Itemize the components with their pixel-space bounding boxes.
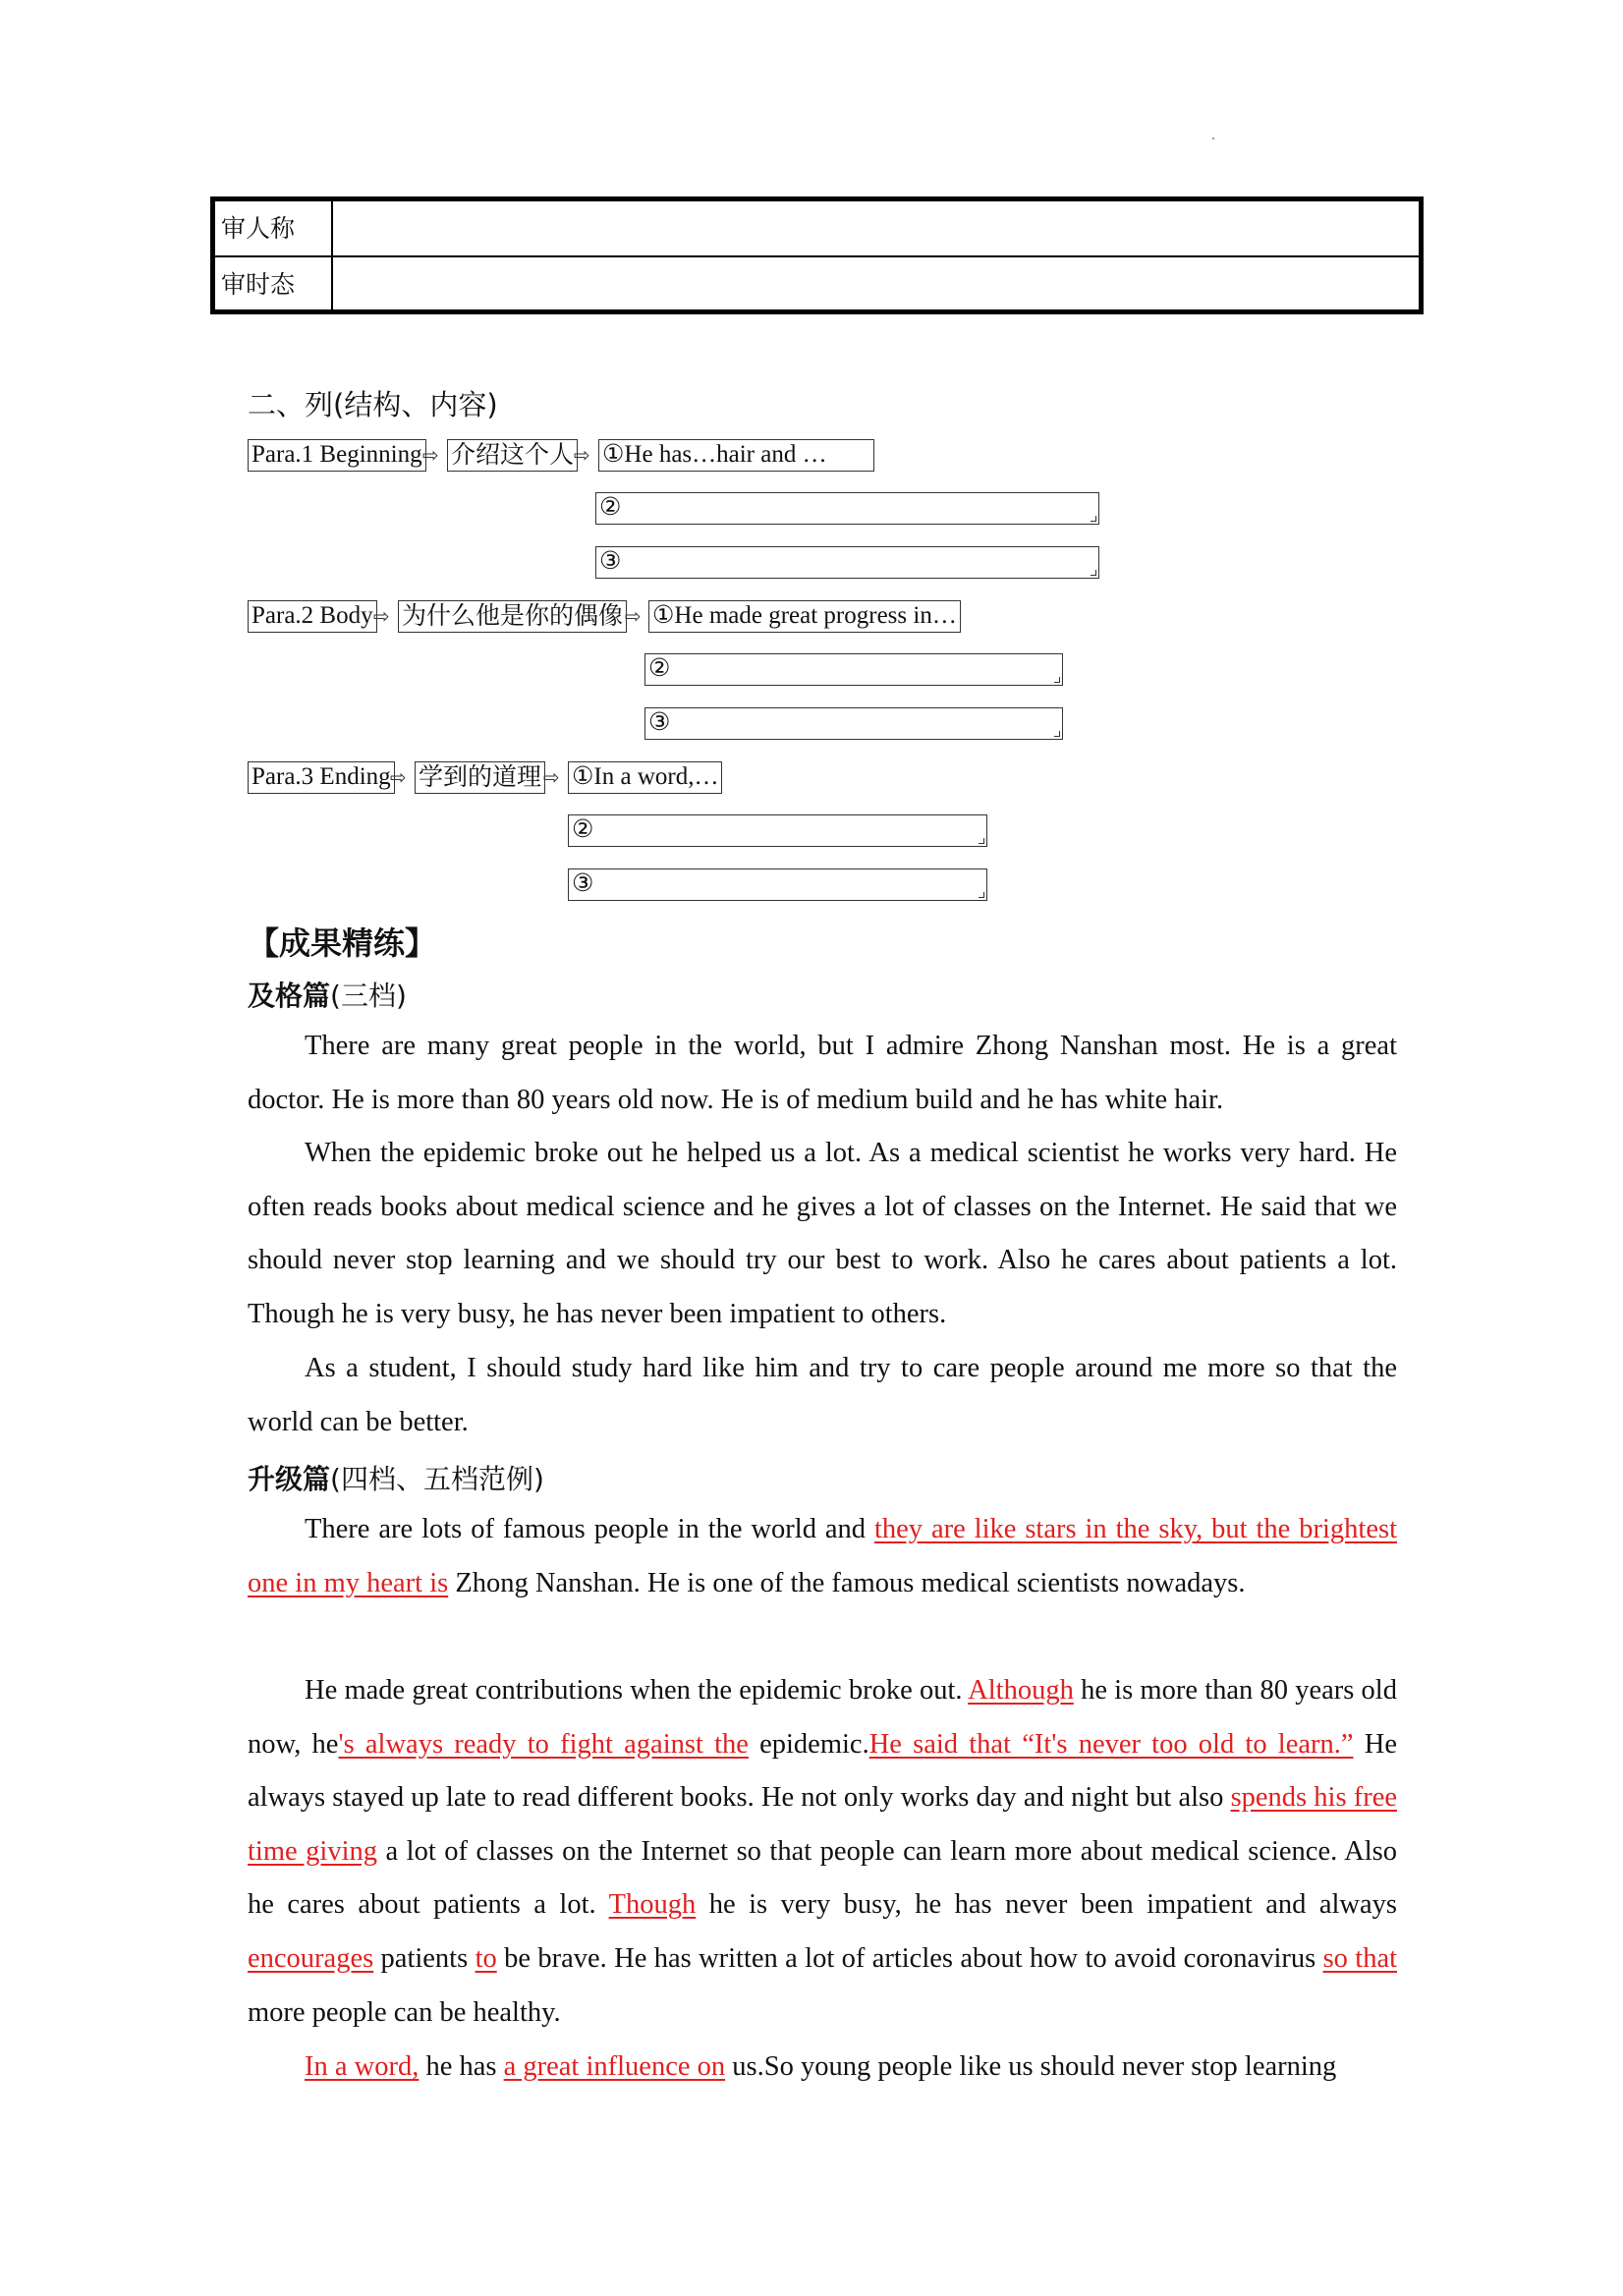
para1-topic: 介绍这个人: [447, 439, 578, 472]
pass-title: [248, 975, 407, 1014]
arrow-icon: ⇨: [543, 765, 560, 789]
para3-item-1: ①In a word,…: [568, 761, 722, 794]
highlighted-phrase: He said that “It's never too old to learn.”: [868, 1728, 1354, 1760]
para2-field-2[interactable]: ②: [644, 653, 1063, 686]
results-title: 【成果精练】: [248, 924, 437, 962]
pass-title-bold: 及格篇: [248, 980, 331, 1012]
pass-title-rest: (三档): [330, 980, 407, 1012]
arrow-icon: ⇨: [422, 443, 439, 467]
para2-topic: 为什么他是你的偶像: [398, 600, 627, 633]
text-segment: more people can be healthy.: [248, 1996, 561, 2028]
review-table: [210, 196, 1424, 314]
highlighted-phrase: a great influence on: [503, 2051, 726, 2082]
highlighted-phrase: Though: [608, 1889, 697, 1921]
upgrade-title-rest: (四档、五档范例): [330, 1463, 544, 1495]
para1-field-2[interactable]: ②: [595, 492, 1099, 525]
table-label-tense: 审时态: [215, 257, 333, 309]
highlighted-phrase: 's always ready to fight against the: [338, 1728, 749, 1760]
upgrade-title-bold: 升级篇: [248, 1463, 331, 1495]
text-segment: a lot of classes on the Internet so that people can learn more about medical science. Also he cares about patients a lot.: [248, 1835, 1397, 1921]
para2-label: Para.2 Body: [248, 600, 377, 633]
pass-paragraph-2: When the epidemic broke out he helped us a lot. As a medical scientist he works very hard. He often reads books about medical science and he gives a lot of classes on the Internet. He said that we should never stop learning and we should try our best to work. Also he cares about patients a lot. Though he is very busy, he has never been impatient to others.: [248, 1138, 1397, 1329]
para1-label: Para.1 Beginning: [248, 439, 426, 472]
upgrade-title: [248, 1458, 544, 1497]
highlighted-phrase: so that: [1322, 1942, 1398, 1974]
text-segment: be brave. He has written a lot of articles about how to avoid coronavirus: [496, 1942, 1323, 1974]
arrow-icon: ⇨: [373, 604, 390, 628]
para3-field-2[interactable]: ②: [568, 814, 987, 847]
table-row-person: [215, 201, 1419, 257]
highlighted-phrase: In a word,: [305, 2051, 420, 2082]
table-label-person: 审人称: [215, 201, 333, 255]
upgrade-paragraph-2: [248, 1664, 1397, 2040]
arrow-icon: ⇨: [574, 443, 590, 467]
arrow-icon: ⇨: [625, 604, 642, 628]
stray-dot: [1212, 138, 1214, 140]
highlighted-phrase: spends his free time giving: [248, 1782, 1398, 1867]
para3-topic: 学到的道理: [415, 761, 545, 794]
highlighted-phrase: Although: [968, 1675, 1074, 1706]
highlighted-phrase: encourages: [248, 1942, 374, 1974]
pass-paragraph-1: There are many great people in the world, but I admire Zhong Nanshan most. He is a great doctor. He is more than 80 years old now. He is of medium build and he has white hair.: [248, 1031, 1397, 1115]
text-segment: epidemic.: [748, 1728, 869, 1760]
para2-field-3[interactable]: ③: [644, 707, 1063, 740]
text-segment: He made great contributions when the epidemic broke out.: [305, 1675, 969, 1706]
arrow-icon: ⇨: [390, 765, 407, 789]
upgrade-paragraph-1: [248, 1503, 1397, 1610]
text-segment: Zhong Nanshan. He is one of the famous medical scientists nowadays.: [448, 1567, 1246, 1598]
text-segment: There are lots of famous people in the world and: [305, 1514, 874, 1544]
para3-label: Para.3 Ending: [248, 761, 395, 794]
text-segment: he is more than 80 years old now, he: [248, 1675, 1397, 1760]
text-segment: he is very busy, he has never been impatient and always: [696, 1889, 1398, 1921]
highlighted-phrase: to: [475, 1942, 497, 1974]
table-row-tense: [215, 257, 1419, 309]
text-segment: patients: [373, 1942, 476, 1974]
section-title-structure: 二、列(结构、内容): [248, 388, 498, 421]
para1-item-1: ①He has…hair and …: [598, 439, 874, 472]
highlighted-phrase: they are like stars in the sky, but the brightest one in my heart is: [248, 1514, 1397, 1598]
text-segment: He always stayed up late to read different books. He not only works day and night but also: [248, 1728, 1397, 1814]
para3-field-3[interactable]: ③: [568, 868, 987, 901]
text-segment: he has: [419, 2051, 504, 2082]
para2-item-1: ①He made great progress in…: [648, 600, 961, 633]
pass-paragraph-3: As a student, I should study hard like him and try to care people around me more so that the world can be better.: [248, 1353, 1397, 1437]
upgrade-paragraph-3: [248, 2041, 1397, 2095]
text-segment: us.So young people like us should never stop learning: [725, 2051, 1337, 2082]
para1-field-3[interactable]: ③: [595, 546, 1099, 579]
